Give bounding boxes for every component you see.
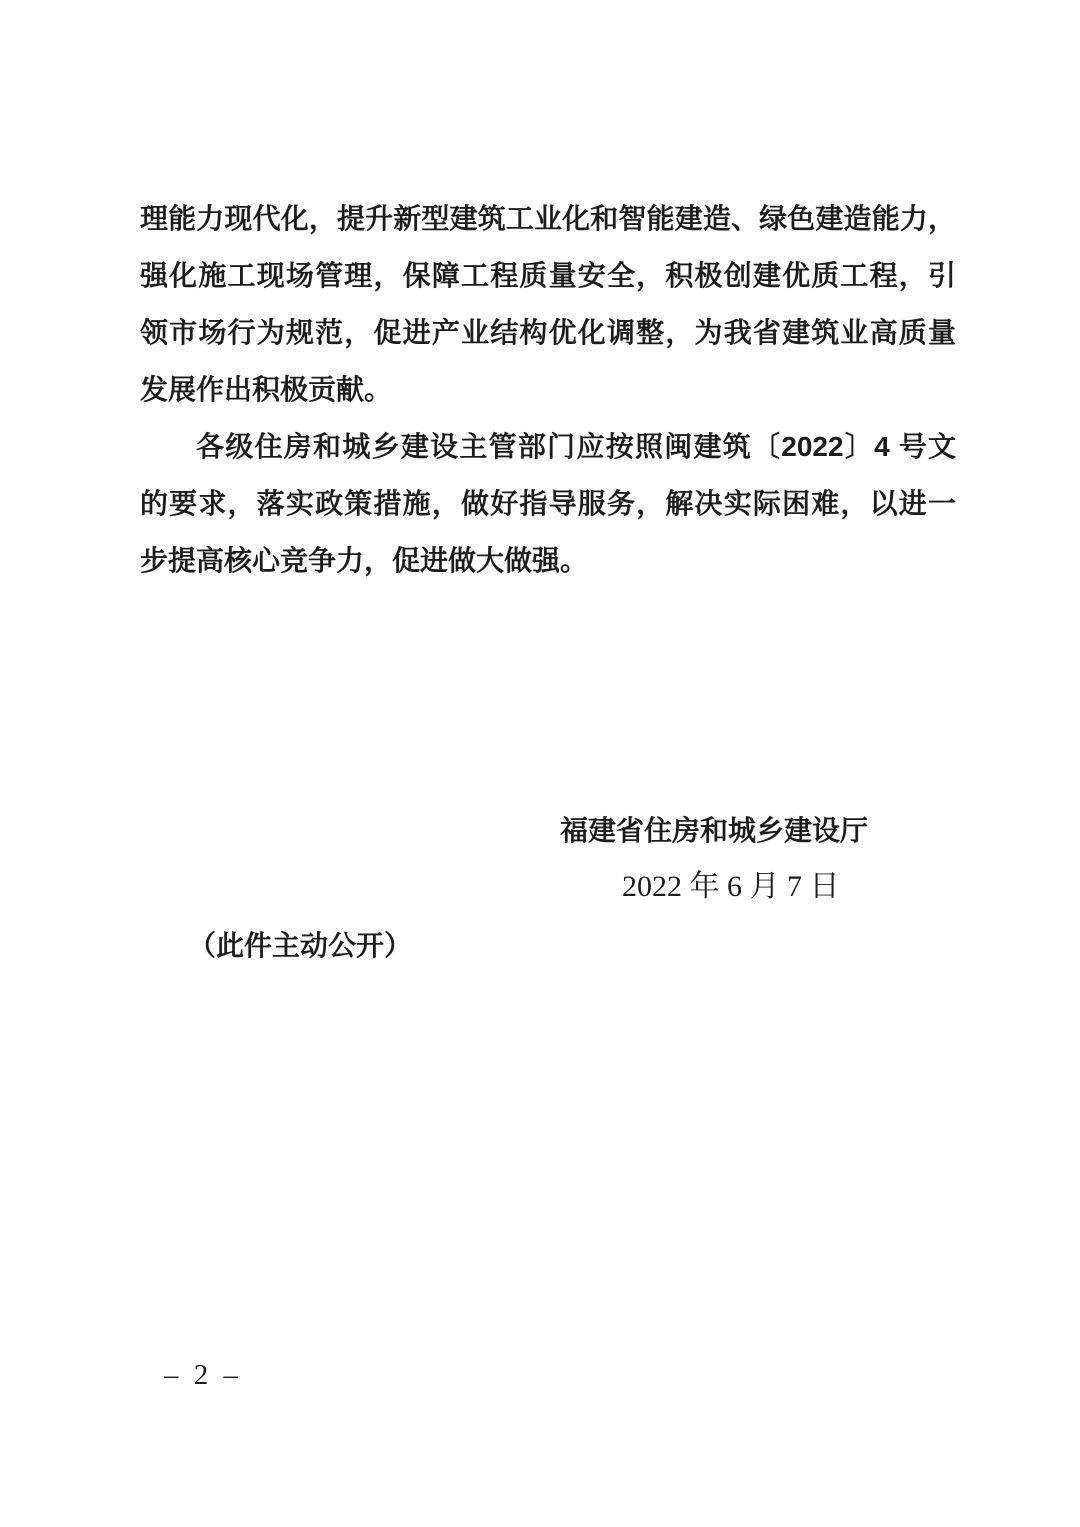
signature-date: 2022 年 6 月 7 日 xyxy=(622,870,840,903)
disclosure-note: （此件主动公开） xyxy=(188,930,413,961)
text-line: 步提高核心竞争力，促进做大做强。 xyxy=(140,545,589,576)
text-line: 发展作出积极贡献。 xyxy=(140,374,393,405)
paragraph xyxy=(140,418,956,589)
text-line: 领市场行为规范，促进产业结构优化调整，为我省建筑业高质量 xyxy=(140,317,956,348)
text-line: 各级住房和城乡建设主管部门应按照闽建筑〔2022〕4 号文 xyxy=(196,431,956,462)
text-line: 的要求，落实政策措施，做好指导服务，解决实际困难，以进一 xyxy=(140,488,956,519)
page-number: – 2 – xyxy=(164,1359,242,1391)
text-line: 理能力现代化，提升新型建筑工业化和智能建造、绿色建造能力， xyxy=(140,203,956,234)
text-line: 强化施工现场管理，保障工程质量安全，积极创建优质工程，引 xyxy=(140,260,956,291)
paragraph xyxy=(140,190,956,418)
signature-organization: 福建省住房和城乡建设厅 xyxy=(560,815,869,846)
body-text xyxy=(140,190,956,589)
